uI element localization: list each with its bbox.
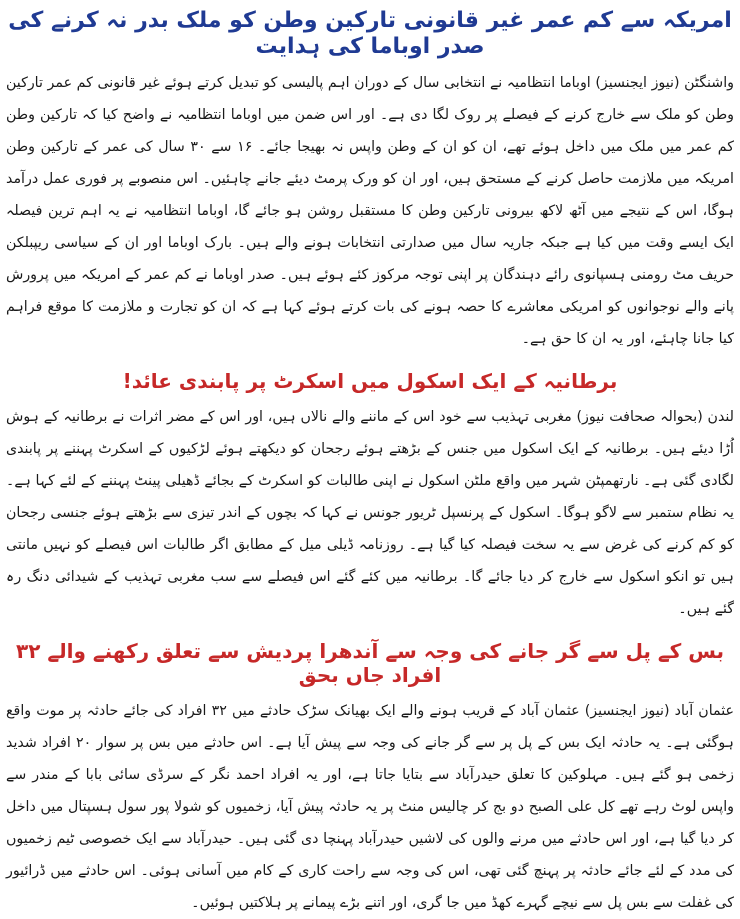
headline-obama-immigration: امریکہ سے کم عمر غیر قانونی تارکین وطن کو ملک بدر نہ کرنے کی صدر اوباما کی ہدایت (8, 8, 732, 60)
article-body-obama-immigration: واشنگٹن (نیوز ایجنسیز) اوباما انتظامیہ نے انتخابی سال کے دوران اہم پالیسی کو تبدیل کرتے ہوئے غیر قانونی کم عمر تارکین وطن کو ملک سے خارج کرنے کے فیصلے پر روک لگا دی ہے۔ اور اس ضمن میں اوباما انتظامیہ نے واضح کیا کہ تارکین وطن کم عمر میں ملک میں داخل ہوئے تھے، ان کو ان کے وطن واپس نہ بھیجا جائے۔ ۱۶ سے ۳۰ سال کی عمر کے تارکین وطن امریکہ میں ملازمت حاصل کرنے کے مستحق ہیں، اور ان کو ورک پرمٹ دیئے جانے چاہئیں۔ اس منصوبے پر فوری عمل درآمد ہوگا، اس کے نتیجے میں آٹھ لاکھ بیرونی تارکین وطن کا مستقبل روشن ہو جائے گا، اوباما انتظامیہ نے یہ اہم ترین فیصلہ ایک ایسے وقت میں کیا ہے جبکہ جاریہ سال میں صدارتی انتخابات ہونے والے ہیں۔ بارک اوباما اور ان کے سیاسی ریپبلکن حریف مٹ رومنی ہسپانوی رائے دہندگان پر اپنی توجہ مرکوز کئے ہوئے ہیں۔ صدر اوباما نے کم عمر کے امریکہ میں پرورش پانے والے نوجوانوں کو امریکی معاشرے کا حصہ ہونے کی بات کرتے ہوئے کہا ہے کہ ان کو تجارت و ملازمت کا موقع فراہم کیا جانا چاہئے، اور یہ ان کا حق ہے۔ (6, 74, 734, 347)
article-bus-accident (6, 625, 734, 919)
headline-bus-accident: بس کے پل سے گر جانے کی وجہ سے آندھرا پردیش سے تعلق رکھنے والے ۳۲ افراد جاں بحق (16, 638, 724, 687)
article-uk-school-skirt-ban (6, 355, 734, 625)
article-body-bus-accident: عثمان آباد (نیوز ایجنسیز) عثمان آباد کے قریب ہونے والے ایک بھیانک سڑک حادثے میں ۳۲ افراد کی جائے حادثہ پر موت واقع ہوگئی ہے۔ یہ حادثہ ایک بس کے پل پر سے گر جانے کی وجہ سے پیش آیا ہے۔ اس حادثے میں بس پر سوار ۲۰ افراد شدید زخمی ہو گئے ہیں۔ مہلوکین کا تعلق حیدرآباد سے بتایا جاتا ہے، اور یہ افراد احمد نگر کے سرڈی سائی بابا کے مندر سے واپس لوٹ رہے تھے کل علی الصبح دو بج کر چالیس منٹ پر یہ حادثہ پیش آیا، زخمیوں کو شولا پور سول ہسپتال میں داخل کر دیا گیا ہے، اور اس حادثے میں مرنے والوں کی لاشیں حیدرآباد پہنچا دی گئی ہیں۔ حیدرآباد سے ایک خصوصی ٹیم زخمیوں کی مدد کے لئے جائے حادثہ پر پہنچ گئی تھی، اس کی وجہ سے راحت کاری کے کام میں آسانی ہوئی۔ اس حادثے میں ڈرائیور کی غفلت سے بس پل سے نیچے گہرے کھڈ میں جا گری، اور اتنے بڑے پیمانے پر ہلاکتیں ہوئیں۔ (6, 702, 734, 911)
article-obama-immigration (6, 4, 734, 355)
headline-uk-school-skirt-ban: برطانیہ کے ایک اسکول میں اسکرٹ پر پابندی عائد! (122, 368, 618, 393)
article-body-uk-school-skirt-ban: لندن (بحوالہ صحافت نیوز) مغربی تہذیب سے خود اس کے ماننے والے نالاں ہیں، اور اس کے مضر اثرات نے برطانیہ کے ہوش اُڑا دیئے ہیں۔ برطانیہ کے ایک اسکول میں جنس کے بڑھتے ہوئے رجحان کو دیکھتے ہوئے لڑکیوں کے اسکرٹ پہننے پر پابندی لگادی گئی ہے۔ نارتھمپٹن شہر میں واقع ملٹن اسکول نے اپنی طالبات کو اسکرٹ کے بجائے ڈھیلی پینٹ پہننے کے لئے کہا ہے۔ یہ نظام ستمبر سے لاگو ہوگا۔ اسکول کے پرنسپل ٹریور جونس نے کہا کہ بچوں کے اندر تیزی سے بڑھتے ہوئے جنسی رجحان کو کم کرنے کی غرض سے یہ سخت فیصلہ کیا گیا ہے۔ روزنامہ ڈیلی میل کے مطابق اگر طالبات اس فیصلے کو نہیں مانتی ہیں تو انکو اسکول سے خارج کر دیا جائے گا۔ برطانیہ میں کئے گئے اس فیصلے سے سب مغربی تہذیب کے شیدائی دنگ رہ گئے ہیں۔ (6, 408, 734, 617)
